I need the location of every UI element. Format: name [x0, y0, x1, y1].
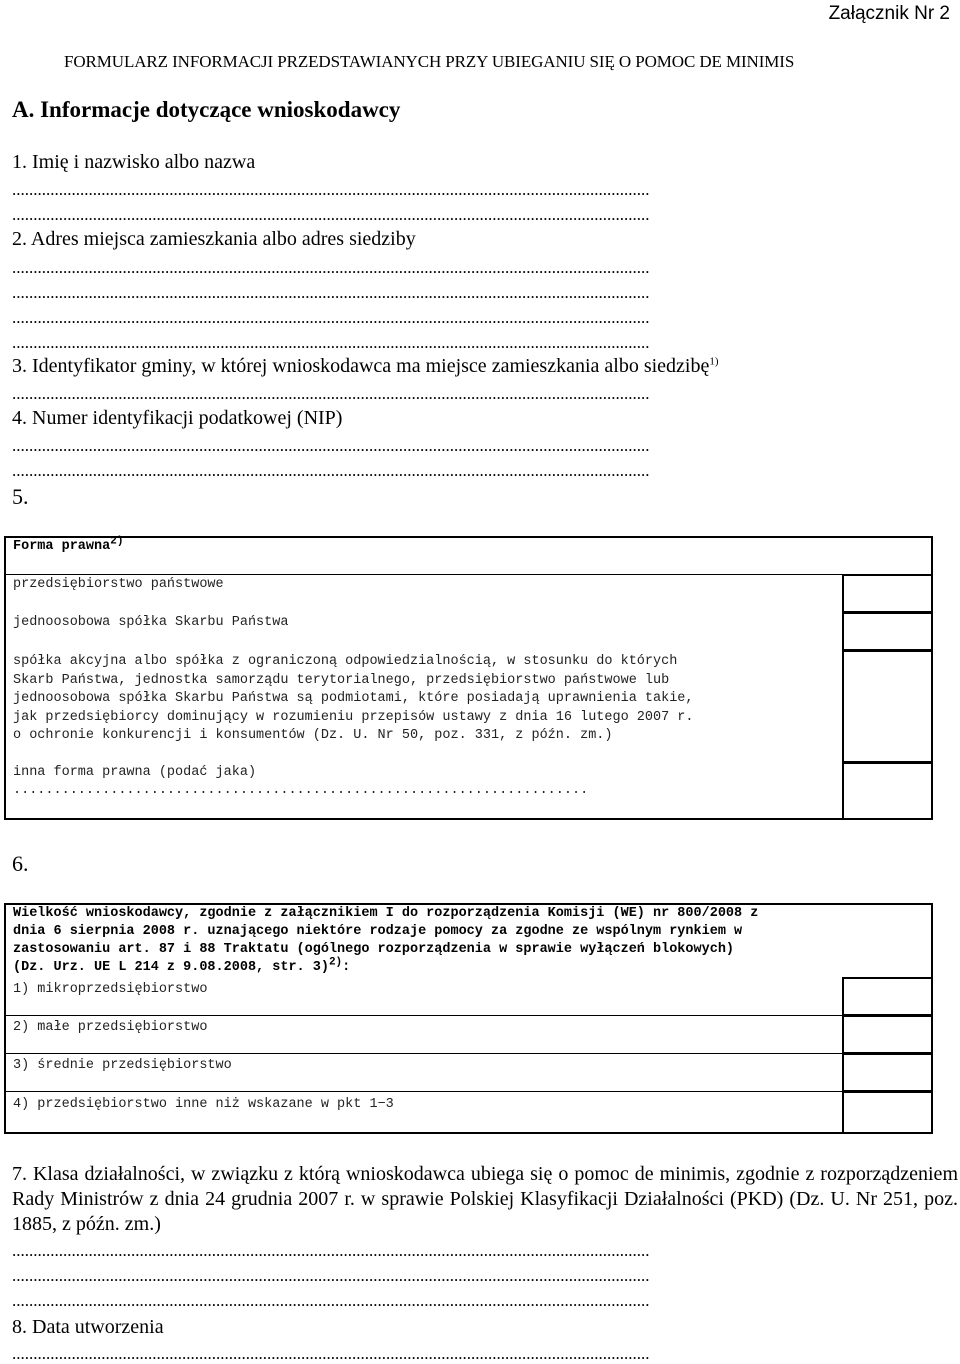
legal-form-checkbox-controlled-company[interactable]	[843, 651, 932, 762]
field-2-label: 2. Adres miejsca zamieszkania albo adres siedziby	[12, 228, 416, 250]
size-header-line-4: (Dz. Urz. UE L 214 z 9.08.2008, str. 3)$^{2)}$:	[13, 956, 351, 975]
field-2-input-line-3[interactable]: ......................................................................................................................................................	[12, 308, 650, 327]
table-divider	[4, 574, 933, 575]
legal-form-checkbox-other[interactable]	[843, 763, 932, 819]
legal-form-checkbox-treasury-company[interactable]	[843, 613, 932, 650]
size-header-line-2: dnia 6 sierpnia 2008 r. uznającego niektóre rodzaje pomocy za zgodne ze wspólnym rynkiem w	[13, 924, 743, 939]
legal-form-other-input[interactable]: .......................................................................	[13, 783, 589, 798]
field-7-input-line-1[interactable]: ......................................................................................................................................................	[12, 1241, 650, 1260]
field-3-input-line[interactable]: ......................................................................................................................................................	[12, 384, 650, 403]
field-2-input-line-1[interactable]: ......................................................................................................................................................	[12, 258, 650, 277]
field-7-input-line-2[interactable]: ......................................................................................................................................................	[12, 1266, 650, 1285]
size-checkbox-micro[interactable]	[843, 978, 932, 1015]
size-option-micro: 1) mikroprzedsiębiorstwo	[13, 982, 208, 997]
field-5-label: 5.	[12, 484, 29, 509]
table-divider	[4, 1091, 933, 1092]
field-7-input-line-3[interactable]: ......................................................................................................................................................	[12, 1291, 650, 1310]
section-a-title: A. Informacje dotyczące wnioskodawcy	[12, 97, 401, 122]
size-checkbox-other[interactable]	[843, 1092, 932, 1133]
legal-form-option-controlled-company: spółka akcyjna albo spółka z ograniczoną odpowiedzialnością, w stosunku do których Skarb Państwa, jednostka samorządu terytorialnego, przedsiębiorstwo państwowe lub jednoosobowa spółka Skarbu Państwa są podmiotami, które posiadają uprawnienia takie, jak przedsiębiorcy dominujący w rozumieniu przepisów ustawy z dnia 16 lutego 2007 r. o ochronie konkurencji i konsumentów (Dz. U. Nr 50, poz. 331, z późn. zm.)	[13, 654, 694, 743]
field-8-input-line[interactable]: ......................................................................................................................................................	[12, 1344, 650, 1363]
table-divider	[4, 1015, 933, 1016]
field-4-label: 4. Numer identyfikacji podatkowej (NIP)	[12, 407, 343, 429]
legal-form-option-other: inna forma prawna (podać jaka)	[13, 765, 257, 780]
field-1-input-line-2[interactable]: ......................................................................................................................................................	[12, 205, 650, 224]
annex-label: Załącznik Nr 2	[828, 3, 950, 24]
form-title: FORMULARZ INFORMACJI PRZEDSTAWIANYCH PRZY UBIEGANIU SIĘ O POMOC DE MINIMIS	[64, 52, 795, 71]
field-3-label: 3. Identyfikator gminy, w której wnioskodawca ma miejsce zamieszkania albo siedzibę$^{1)}$	[12, 355, 719, 377]
size-checkbox-medium[interactable]	[843, 1054, 932, 1091]
field-4-input-line-1[interactable]: ......................................................................................................................................................	[12, 436, 650, 455]
size-option-other: 4) przedsiębiorstwo inne niż wskazane w pkt 1−3	[13, 1097, 394, 1112]
legal-form-option-state-enterprise: przedsiębiorstwo państwowe	[13, 577, 224, 592]
field-1-label: 1. Imię i nazwisko albo nazwa	[12, 151, 256, 173]
size-option-small: 2) małe przedsiębiorstwo	[13, 1020, 208, 1035]
field-2-input-line-4[interactable]: ......................................................................................................................................................	[12, 333, 650, 352]
field-7-label: 7. Klasa działalności, w związku z którą wnioskodawca ubiega się o pomoc de minimis, zgodnie z rozporządzeniem Rady Ministrów z dnia 24 grudnia 2007 r. w sprawie Polskiej Klasyfikacji Działalności (PKD) (Dz. U. Nr 251, poz. 1885, z późn. zm.)	[12, 1163, 958, 1235]
field-8-label: 8. Data utworzenia	[12, 1316, 164, 1338]
field-4-input-line-2[interactable]: ......................................................................................................................................................	[12, 461, 650, 480]
field-6-label: 6.	[12, 851, 29, 876]
table-divider	[4, 1053, 933, 1054]
legal-form-checkbox-state-enterprise[interactable]	[843, 575, 932, 612]
size-header-line-3: zastosowaniu art. 87 i 88 Traktatu (ogólnego rozporządzenia w sprawie wyłączeń blokowych)	[13, 942, 735, 957]
legal-form-header: Forma prawna$^{2)}$	[13, 535, 124, 554]
legal-form-option-treasury-company: jednoosobowa spółka Skarbu Państwa	[13, 615, 289, 630]
size-option-medium: 3) średnie przedsiębiorstwo	[13, 1058, 232, 1073]
size-checkbox-small[interactable]	[843, 1016, 932, 1053]
field-2-input-line-2[interactable]: ......................................................................................................................................................	[12, 283, 650, 302]
field-1-input-line-1[interactable]: ......................................................................................................................................................	[12, 180, 650, 199]
size-header-line-1: Wielkość wnioskodawcy, zgodnie z załącznikiem I do rozporządzenia Komisji (WE) nr 800/2008 z	[13, 906, 759, 921]
